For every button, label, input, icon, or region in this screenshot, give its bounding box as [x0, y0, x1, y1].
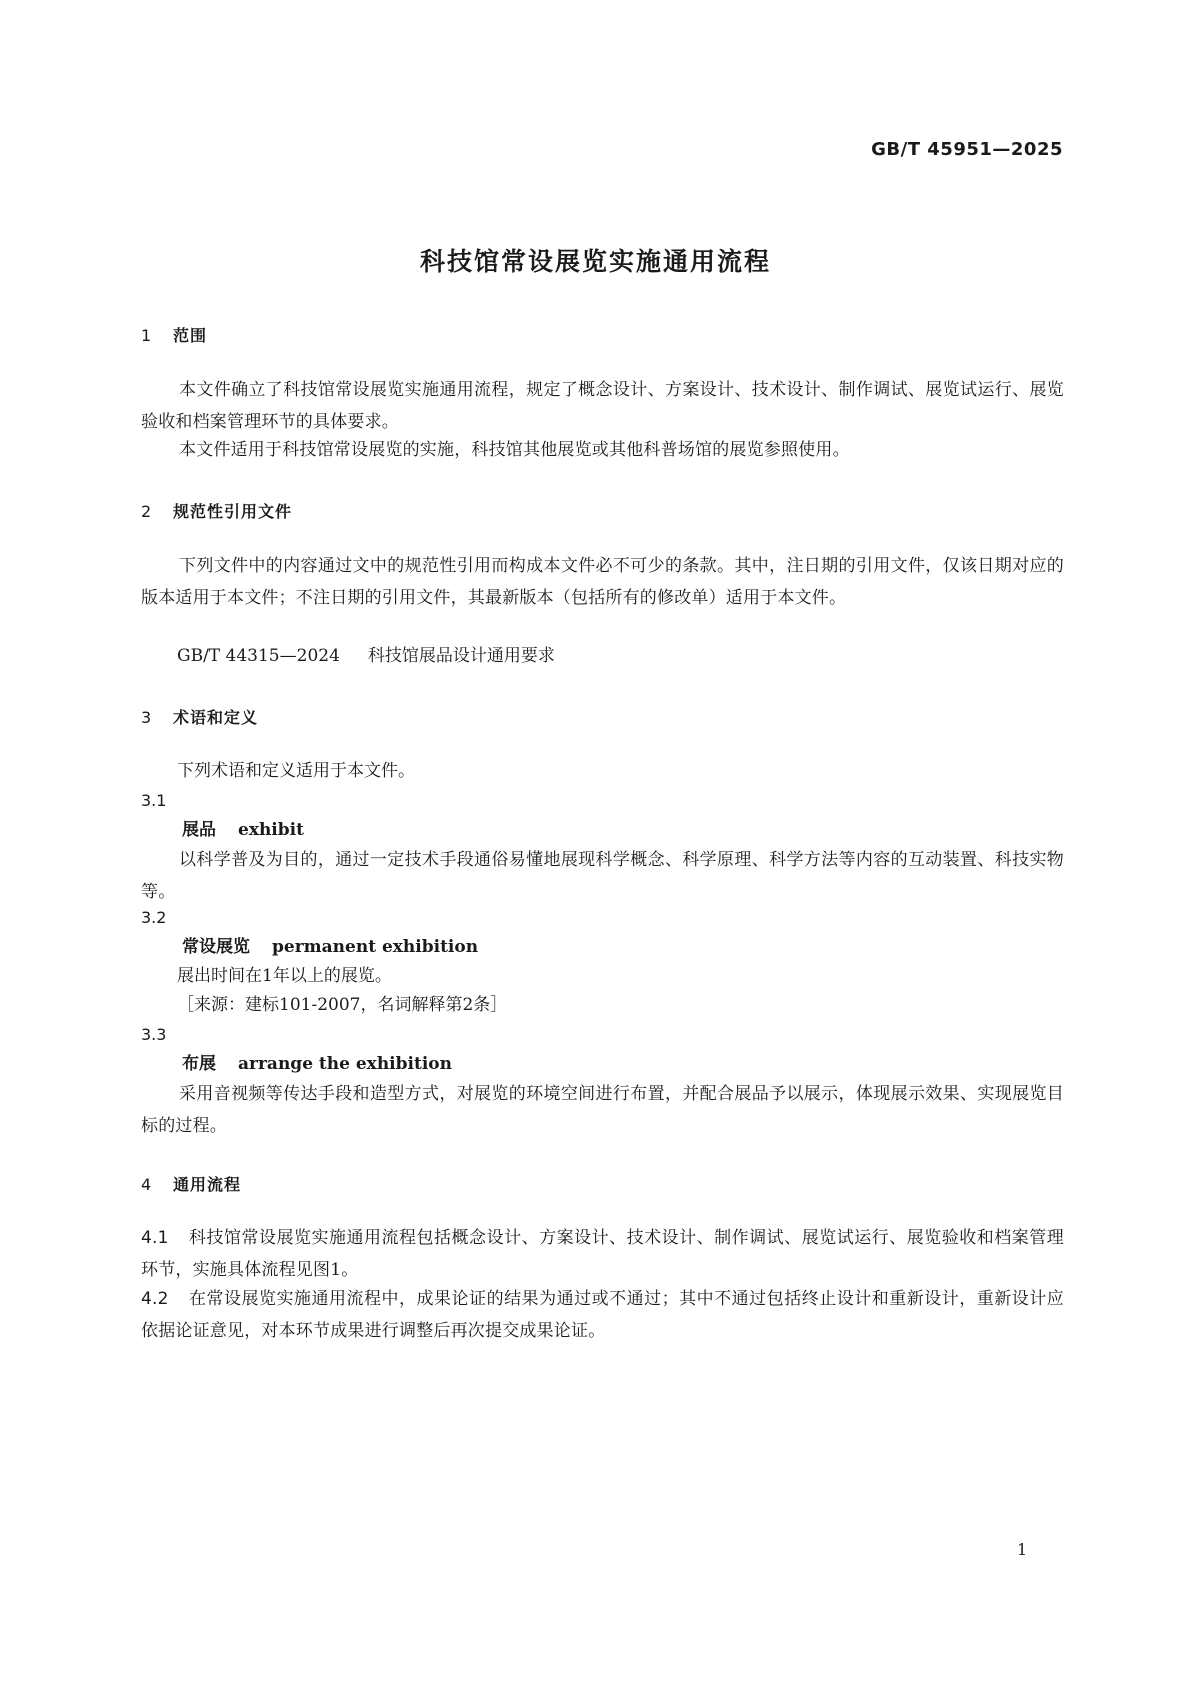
term-number: 3.1	[141, 791, 167, 810]
section-number: 4	[141, 1175, 153, 1194]
section-heading-scope	[141, 323, 207, 346]
term-source: ［来源：建标101-2007，名词解释第2条］	[177, 995, 508, 1015]
clause-4-2	[141, 1283, 1064, 1347]
clause-number: 4.1	[141, 1228, 169, 1248]
standard-code: GB/T 45951—2025	[871, 139, 1063, 160]
term-zh: 布展	[182, 1054, 216, 1074]
clause-text: 在常设展览实施通用流程中，成果论证的结果为通过或不通过；其中不通过包括终止设计和重新设计，重新设计应依据论证意见，对本环节成果进行调整后再次提交成果论证。	[141, 1289, 1064, 1341]
section-number: 1	[141, 326, 153, 345]
term-definition: 采用音视频等传达手段和造型方式，对展览的环境空间进行布置，并配合展品予以展示，体现展示效果、实现展览目标的过程。	[141, 1084, 1064, 1136]
term-number: 3.2	[141, 908, 167, 927]
term-definition: 以科学普及为目的，通过一定技术手段通俗易懂地展现科学概念、科学原理、科学方法等内容的互动装置、科技实物等。	[141, 850, 1064, 902]
term-en: permanent exhibition	[272, 937, 479, 957]
section-title: 通用流程	[173, 1175, 242, 1194]
term-zh: 展品	[182, 820, 216, 840]
terms-intro: 下列术语和定义适用于本文件。	[177, 761, 415, 781]
clause-number: 4.2	[141, 1289, 169, 1309]
scope-paragraph-1: 本文件确立了科技馆常设展览实施通用流程，规定了概念设计、方案设计、技术设计、制作调试、展览试运行、展览验收和档案管理环节的具体要求。	[141, 380, 1064, 432]
term-heading	[182, 814, 304, 846]
term-definition: 展出时间在1年以上的展览。	[177, 966, 392, 986]
clause-text: 科技馆常设展览实施通用流程包括概念设计、方案设计、技术设计、制作调试、展览试运行、展览验收和档案管理环节，实施具体流程见图1。	[141, 1228, 1064, 1280]
term-en: arrange the exhibition	[238, 1054, 452, 1074]
reference-code: GB/T 44315—2024	[177, 646, 340, 666]
section-heading-terms	[141, 705, 258, 728]
document-title: 科技馆常设展览实施通用流程	[419, 247, 771, 276]
references-paragraph: 下列文件中的内容通过文中的规范性引用而构成本文件必不可少的条款。其中，注日期的引用文件，仅该日期对应的版本适用于本文件；不注日期的引用文件，其最新版本（包括所有的修改单）适用于本文件。	[141, 556, 1064, 608]
section-heading-normative-references	[141, 499, 292, 522]
clause-4-1	[141, 1222, 1064, 1286]
reference-entry	[177, 640, 555, 672]
term-heading	[182, 931, 478, 963]
section-heading-general-process	[141, 1172, 241, 1195]
section-title: 术语和定义	[173, 708, 259, 727]
term-en: exhibit	[238, 820, 304, 840]
term-zh: 常设展览	[182, 937, 250, 957]
scope-paragraph-2: 本文件适用于科技馆常设展览的实施，科技馆其他展览或其他科普场馆的展览参照使用。	[179, 440, 850, 460]
section-number: 2	[141, 502, 153, 521]
term-heading	[182, 1048, 452, 1080]
reference-title: 科技馆展品设计通用要求	[367, 646, 555, 666]
term-number: 3.3	[141, 1025, 167, 1044]
section-title: 范围	[173, 326, 208, 345]
section-title: 规范性引用文件	[173, 502, 293, 521]
section-number: 3	[141, 708, 153, 727]
page-number: 1	[1017, 1540, 1028, 1559]
